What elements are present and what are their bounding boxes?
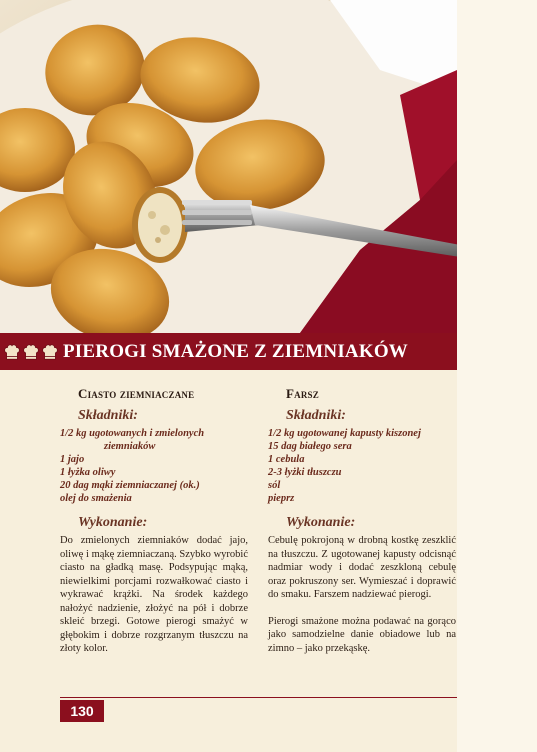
recipe-title: PIEROGI SMAŻONE Z ZIEMNIAKÓW	[63, 340, 409, 362]
preparation-text: Do zmielonych ziemniaków dodać jajo, oliwę i mąkę ziemniaczaną. Szybko wyrobić ciasto na gładką masę. Podsypując mąką, niewielkimi porcjami rozwałkować ciasto i wykrawać krążki. Na środek każdego nałożyć nadzienie, złożyć na pół i dobrze skleić brzegi. Gotowe pierogi smażyć w głębokim i dobrze rozgrzanym tłuszczu na złoty kolor.	[60, 535, 248, 654]
fried-pierogi-photo	[0, 0, 457, 333]
chef-hat-icon	[41, 343, 59, 361]
chef-hat-icon	[22, 343, 40, 361]
ingredient-item: 20 dag mąki ziemniaczanej (ok.)	[60, 480, 200, 491]
ingredient-item: 15 dag białego sera	[268, 441, 352, 452]
serving-text: Pierogi smażone można podawać na gorąco jako samodzielne danie obiadowe lub na zimno – jako przekąskę.	[268, 615, 456, 654]
preparation-text: Cebulę pokrojoną w drobną kostkę zeszklić na tłuszczu. Z ugotowanej kapusty odcisnąć nadmiar wody i dodać zeszkloną cebulę oraz pokruszony ser. Wymieszać i doprawić do smaku. Farszem nadziewać pierogi.	[268, 535, 456, 600]
ingredient-item: 1 łyżka oliwy	[60, 467, 116, 478]
chef-hat-icon	[3, 343, 21, 361]
ingredients-label: Składniki:	[286, 408, 346, 423]
recipe-photo	[0, 0, 457, 333]
page-margin	[457, 0, 537, 752]
ingredient-item: olej do smażenia	[60, 493, 132, 504]
page-number: 130	[60, 700, 104, 722]
preparation-label: Wykonanie:	[286, 515, 356, 530]
ingredient-item: sól	[268, 480, 281, 491]
ingredients-list	[60, 427, 248, 505]
ingredients-list	[268, 427, 456, 505]
ingredient-item: 1 jajo	[60, 454, 85, 465]
ingredient-item: pieprz	[268, 493, 295, 504]
ingredient-item: 2-3 łyżki tłuszczu	[268, 467, 342, 478]
ingredient-item: 1/2 kg ugotowanych i zmielonych ziemniaków	[60, 428, 205, 452]
section-heading: Farsz	[286, 386, 319, 401]
preparation-label: Wykonanie:	[78, 515, 148, 530]
ingredient-item: 1 cebula	[268, 454, 305, 465]
ingredients-label: Składniki:	[78, 408, 138, 423]
footer-divider	[60, 697, 457, 698]
section-heading: Ciasto ziemniaczane	[78, 386, 195, 401]
ingredient-item: 1/2 kg ugotowanej kapusty kiszonej	[268, 428, 421, 439]
filling-section	[268, 386, 456, 655]
chef-hat-rating	[3, 343, 59, 361]
dough-section	[60, 386, 248, 656]
title-bar	[0, 333, 457, 370]
